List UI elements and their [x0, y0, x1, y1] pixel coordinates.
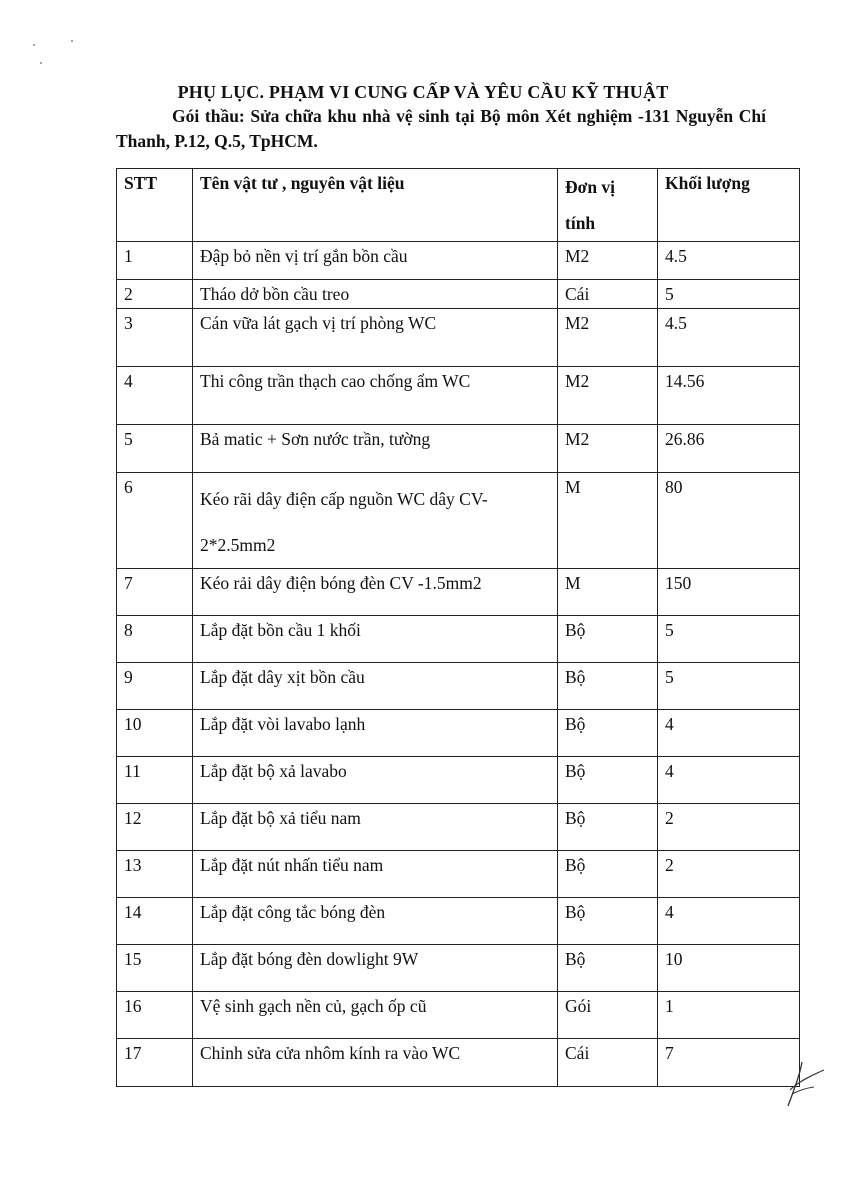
table-row — [117, 367, 800, 425]
table-row — [117, 710, 800, 757]
row-stt: 16 — [117, 992, 193, 1039]
table-row — [117, 473, 800, 569]
header-stt: STT — [117, 169, 193, 242]
row-material-name: Lắp đặt bồn cầu 1 khối — [193, 616, 558, 663]
row-material-name: Lắp đặt công tắc bóng đèn — [193, 898, 558, 945]
table-row — [117, 425, 800, 473]
row-unit: M — [558, 473, 658, 569]
row-unit: M — [558, 569, 658, 616]
row-stt: 12 — [117, 804, 193, 851]
table-row — [117, 242, 800, 280]
row-unit: Gói — [558, 992, 658, 1039]
header-quantity: Khối lượng — [658, 169, 800, 242]
table-row — [117, 309, 800, 367]
scan-speck — [33, 44, 35, 46]
table-row — [117, 757, 800, 804]
row-quantity: 10 — [658, 945, 800, 992]
row-quantity: 5 — [658, 280, 800, 309]
table-header-row — [117, 169, 800, 242]
row-stt: 11 — [117, 757, 193, 804]
row-unit: Bộ — [558, 945, 658, 992]
row-quantity: 4 — [658, 898, 800, 945]
row-stt: 7 — [117, 569, 193, 616]
row-material-name: Lắp đặt bộ xả lavabo — [193, 757, 558, 804]
row-quantity: 4 — [658, 710, 800, 757]
table-row — [117, 945, 800, 992]
row-quantity: 7 — [658, 1039, 800, 1087]
row-unit: Cái — [558, 280, 658, 309]
table-row — [117, 898, 800, 945]
row-material-name: Đập bỏ nền vị trí gắn bồn cầu — [193, 242, 558, 280]
row-stt: 5 — [117, 425, 193, 473]
row-material-name: Vệ sinh gạch nền củ, gạch ốp cũ — [193, 992, 558, 1039]
row-quantity: 5 — [658, 663, 800, 710]
table-row — [117, 851, 800, 898]
row-material-name: Lắp đặt vòi lavabo lạnh — [193, 710, 558, 757]
header-unit-line1: Đơn vị — [565, 177, 616, 197]
row-unit: Bộ — [558, 616, 658, 663]
row-quantity: 5 — [658, 616, 800, 663]
row-stt: 15 — [117, 945, 193, 992]
row-quantity: 2 — [658, 804, 800, 851]
row-quantity: 80 — [658, 473, 800, 569]
row-stt: 13 — [117, 851, 193, 898]
row-unit: M2 — [558, 367, 658, 425]
row-quantity: 150 — [658, 569, 800, 616]
initials-mark — [780, 1060, 828, 1110]
row-quantity: 4.5 — [658, 309, 800, 367]
table-row — [117, 1039, 800, 1087]
header-unit — [558, 169, 658, 242]
table-row — [117, 569, 800, 616]
row-unit: Bộ — [558, 663, 658, 710]
row-quantity: 26.86 — [658, 425, 800, 473]
row-stt: 10 — [117, 710, 193, 757]
table-row — [117, 280, 800, 309]
row-unit: Bộ — [558, 851, 658, 898]
row-material-name: Bả matic + Sơn nước trần, tường — [193, 425, 558, 473]
row-quantity: 4.5 — [658, 242, 800, 280]
appendix-title: PHỤ LỤC. PHẠM VI CUNG CẤP VÀ YÊU CẦU KỸ THUẬT — [177, 82, 669, 102]
row-material-name: Thi công trần thạch cao chống ẩm WC — [193, 367, 558, 425]
materials-table — [116, 168, 800, 1087]
row-stt: 4 — [117, 367, 193, 425]
table-row — [117, 804, 800, 851]
row-material-name: Kéo rãi dây điện cấp nguồn WC dây CV-2*2.5mm2 — [193, 473, 558, 569]
row-unit: Bộ — [558, 757, 658, 804]
row-material-name: Tháo dở bồn cầu treo — [193, 280, 558, 309]
row-stt: 8 — [117, 616, 193, 663]
row-material-name: Cán vữa lát gạch vị trí phòng WC — [193, 309, 558, 367]
row-stt: 17 — [117, 1039, 193, 1087]
row-material-name: Lắp đặt bóng đèn dowlight 9W — [193, 945, 558, 992]
row-quantity: 1 — [658, 992, 800, 1039]
table-row — [117, 663, 800, 710]
row-quantity: 14.56 — [658, 367, 800, 425]
row-unit: Cái — [558, 1039, 658, 1087]
row-stt: 1 — [117, 242, 193, 280]
row-quantity: 2 — [658, 851, 800, 898]
row-material-name: Kéo rải dây điện bóng đèn CV -1.5mm2 — [193, 569, 558, 616]
row-material-name: Lắp đặt dây xịt bồn cầu — [193, 663, 558, 710]
scan-speck — [71, 40, 73, 42]
header-unit-line2: tính — [565, 213, 596, 233]
row-unit: Bộ — [558, 710, 658, 757]
row-material-name: Chỉnh sửa cửa nhôm kính ra vào WC — [193, 1039, 558, 1087]
row-unit: Bộ — [558, 804, 658, 851]
row-material-name: Lắp đặt bộ xả tiểu nam — [193, 804, 558, 851]
row-unit: Bộ — [558, 898, 658, 945]
tender-package-subtitle: Gói thầu: Sửa chữa khu nhà vệ sinh tại Bộ môn Xét nghiệm -131 Nguyễn Chí Thanh, P.12, Q.5, TpHCM. — [116, 106, 766, 151]
row-stt: 2 — [117, 280, 193, 309]
row-stt: 3 — [117, 309, 193, 367]
scan-speck — [40, 62, 42, 64]
header-material-name: Tên vật tư , nguyên vật liệu — [193, 169, 558, 242]
table-row — [117, 992, 800, 1039]
row-unit: M2 — [558, 425, 658, 473]
row-quantity: 4 — [658, 757, 800, 804]
row-unit: M2 — [558, 242, 658, 280]
row-stt: 9 — [117, 663, 193, 710]
row-material-name: Lắp đặt nút nhấn tiểu nam — [193, 851, 558, 898]
row-stt: 14 — [117, 898, 193, 945]
row-stt: 6 — [117, 473, 193, 569]
row-unit: M2 — [558, 309, 658, 367]
table-row — [117, 616, 800, 663]
